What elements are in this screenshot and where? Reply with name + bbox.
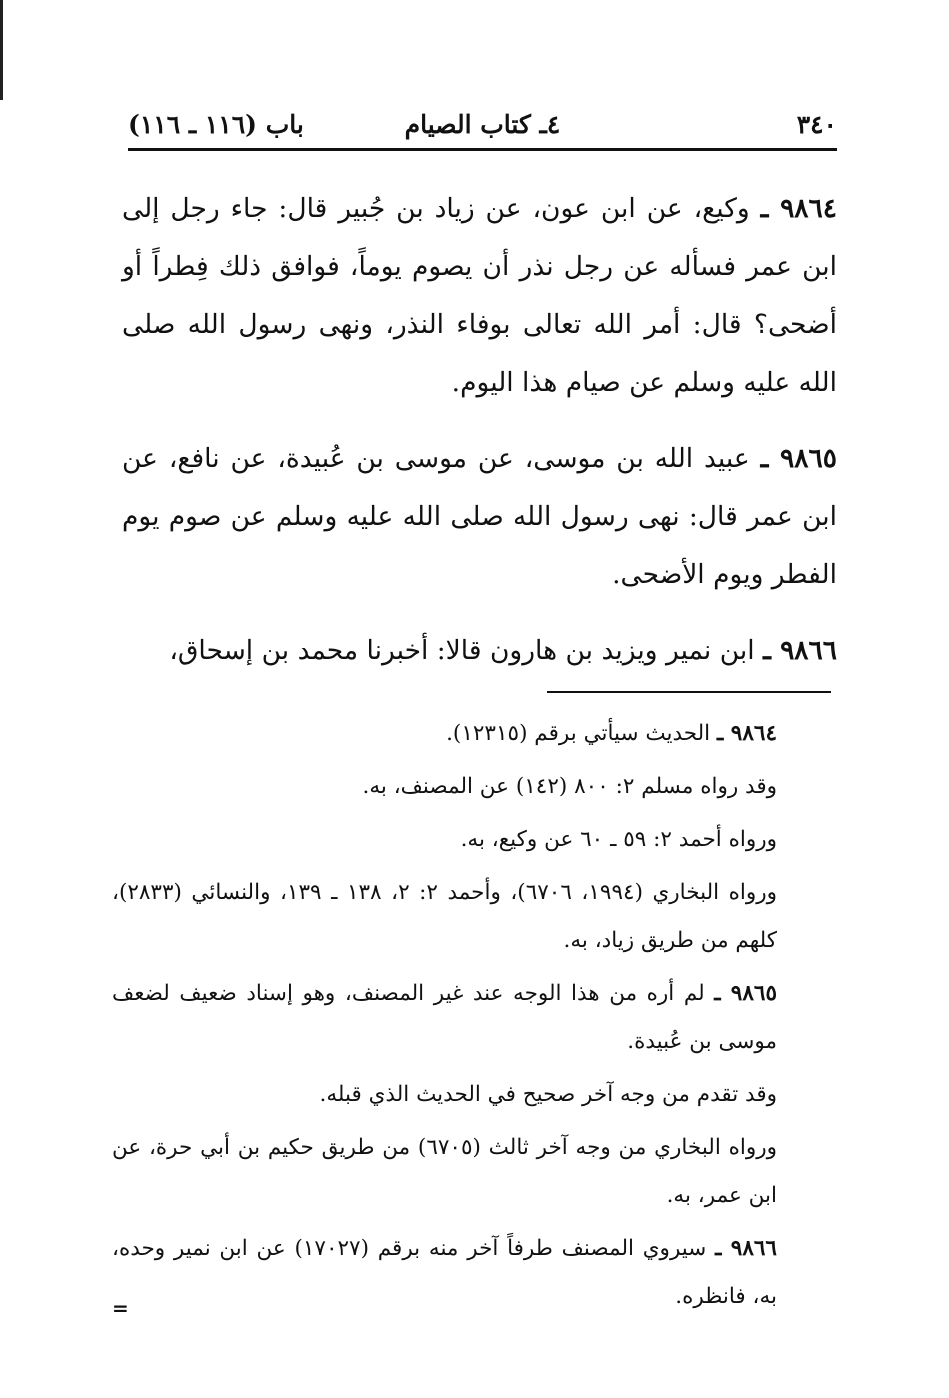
- footnote-number: ٩٨٦٤ ـ: [717, 721, 777, 746]
- footnote-text: وقد تقدم من وجه آخر صحيح في الحديث الذي قبله.: [319, 1082, 777, 1107]
- footnote-text: الحديث سيأتي برقم (١٢٣١٥).: [446, 721, 711, 746]
- footnote-text: لم أره من هذا الوجه عند غير المصنف، وهو إسناد ضعيف لضعف موسى بن عُبيدة.: [112, 981, 777, 1054]
- footnote-text: ورواه أحمد ٢: ٥٩ ـ ٦٠ عن وكيع، به.: [460, 827, 777, 852]
- hadith-number: ٩٨٦٦ ـ: [763, 635, 837, 666]
- chapter-title: باب (١١٦ ـ ١١٦): [128, 110, 304, 139]
- hadith-text: وكيع، عن ابن عون، عن زياد بن جُبير قال: جاء رجل إلى ابن عمر فسأله عن رجل نذر أن يصوم يوماً، فوافق ذلك فِطراً أو أضحى؟ قال: أمر الله تعالى بوفاء النذر، ونهى رسول الله صلى الله عليه وسلم عن صيام هذا اليوم.: [122, 193, 837, 398]
- footnote-item: [112, 763, 837, 811]
- footnote-item: [112, 1225, 837, 1321]
- footnote-number: ٩٨٦٥ ـ: [714, 981, 777, 1006]
- hadith-number: ٩٨٦٤ ـ: [760, 193, 837, 224]
- footnote-item: [112, 970, 837, 1066]
- page-header: [128, 104, 837, 151]
- footnote-text: ورواه البخاري من وجه آخر ثالث (٦٧٠٥) من طريق حكيم بن أبي حرة، عن ابن عمر، به.: [112, 1135, 777, 1208]
- footnote-item: [112, 1124, 837, 1220]
- footnote-item: [112, 816, 837, 864]
- footnote-item: [112, 710, 837, 758]
- hadith-text: عبيد الله بن موسى، عن موسى بن عُبيدة، عن نافع، عن ابن عمر قال: نهى رسول الله صلى الله عليه وسلم عن صوم يوم الفطر ويوم الأضحى.: [122, 443, 837, 590]
- hadith-number: ٩٨٦٥ ـ: [760, 443, 837, 474]
- footnote-divider: [547, 691, 831, 693]
- hadith-9864: [122, 180, 837, 412]
- scan-edge-mark: [0, 0, 3, 100]
- hadith-9865: [122, 430, 837, 604]
- footnotes: [112, 705, 837, 1321]
- footnote-text: سيروي المصنف طرفاً آخر منه برقم (١٧٠٢٧) عن ابن نمير وحده، به، فانظره.: [112, 1236, 777, 1309]
- footnote-number: ٩٨٦٦ ـ: [715, 1236, 777, 1261]
- footnote-item: [112, 869, 837, 965]
- page-number: ٣٤٠: [796, 110, 837, 139]
- hadith-text: ابن نمير ويزيد بن هارون قالا: أخبرنا محمد بن إسحاق،: [169, 635, 755, 666]
- footnote-text: ورواه البخاري (١٩٩٤، ٦٧٠٦)، وأحمد ٢: ٢، ١٣٨ ـ ١٣٩، والنسائي (٢٨٣٣)، كلهم من طريق زياد، به.: [112, 880, 778, 953]
- footnote-item: [112, 1071, 837, 1119]
- end-mark: =: [112, 1296, 129, 1320]
- main-text: [122, 180, 837, 698]
- hadith-9866: [122, 622, 837, 680]
- book-title: ٤ـ كتاب الصيام: [404, 110, 561, 139]
- footnote-text: وقد رواه مسلم ٢: ٨٠٠ (١٤٢) عن المصنف، به.: [362, 774, 777, 799]
